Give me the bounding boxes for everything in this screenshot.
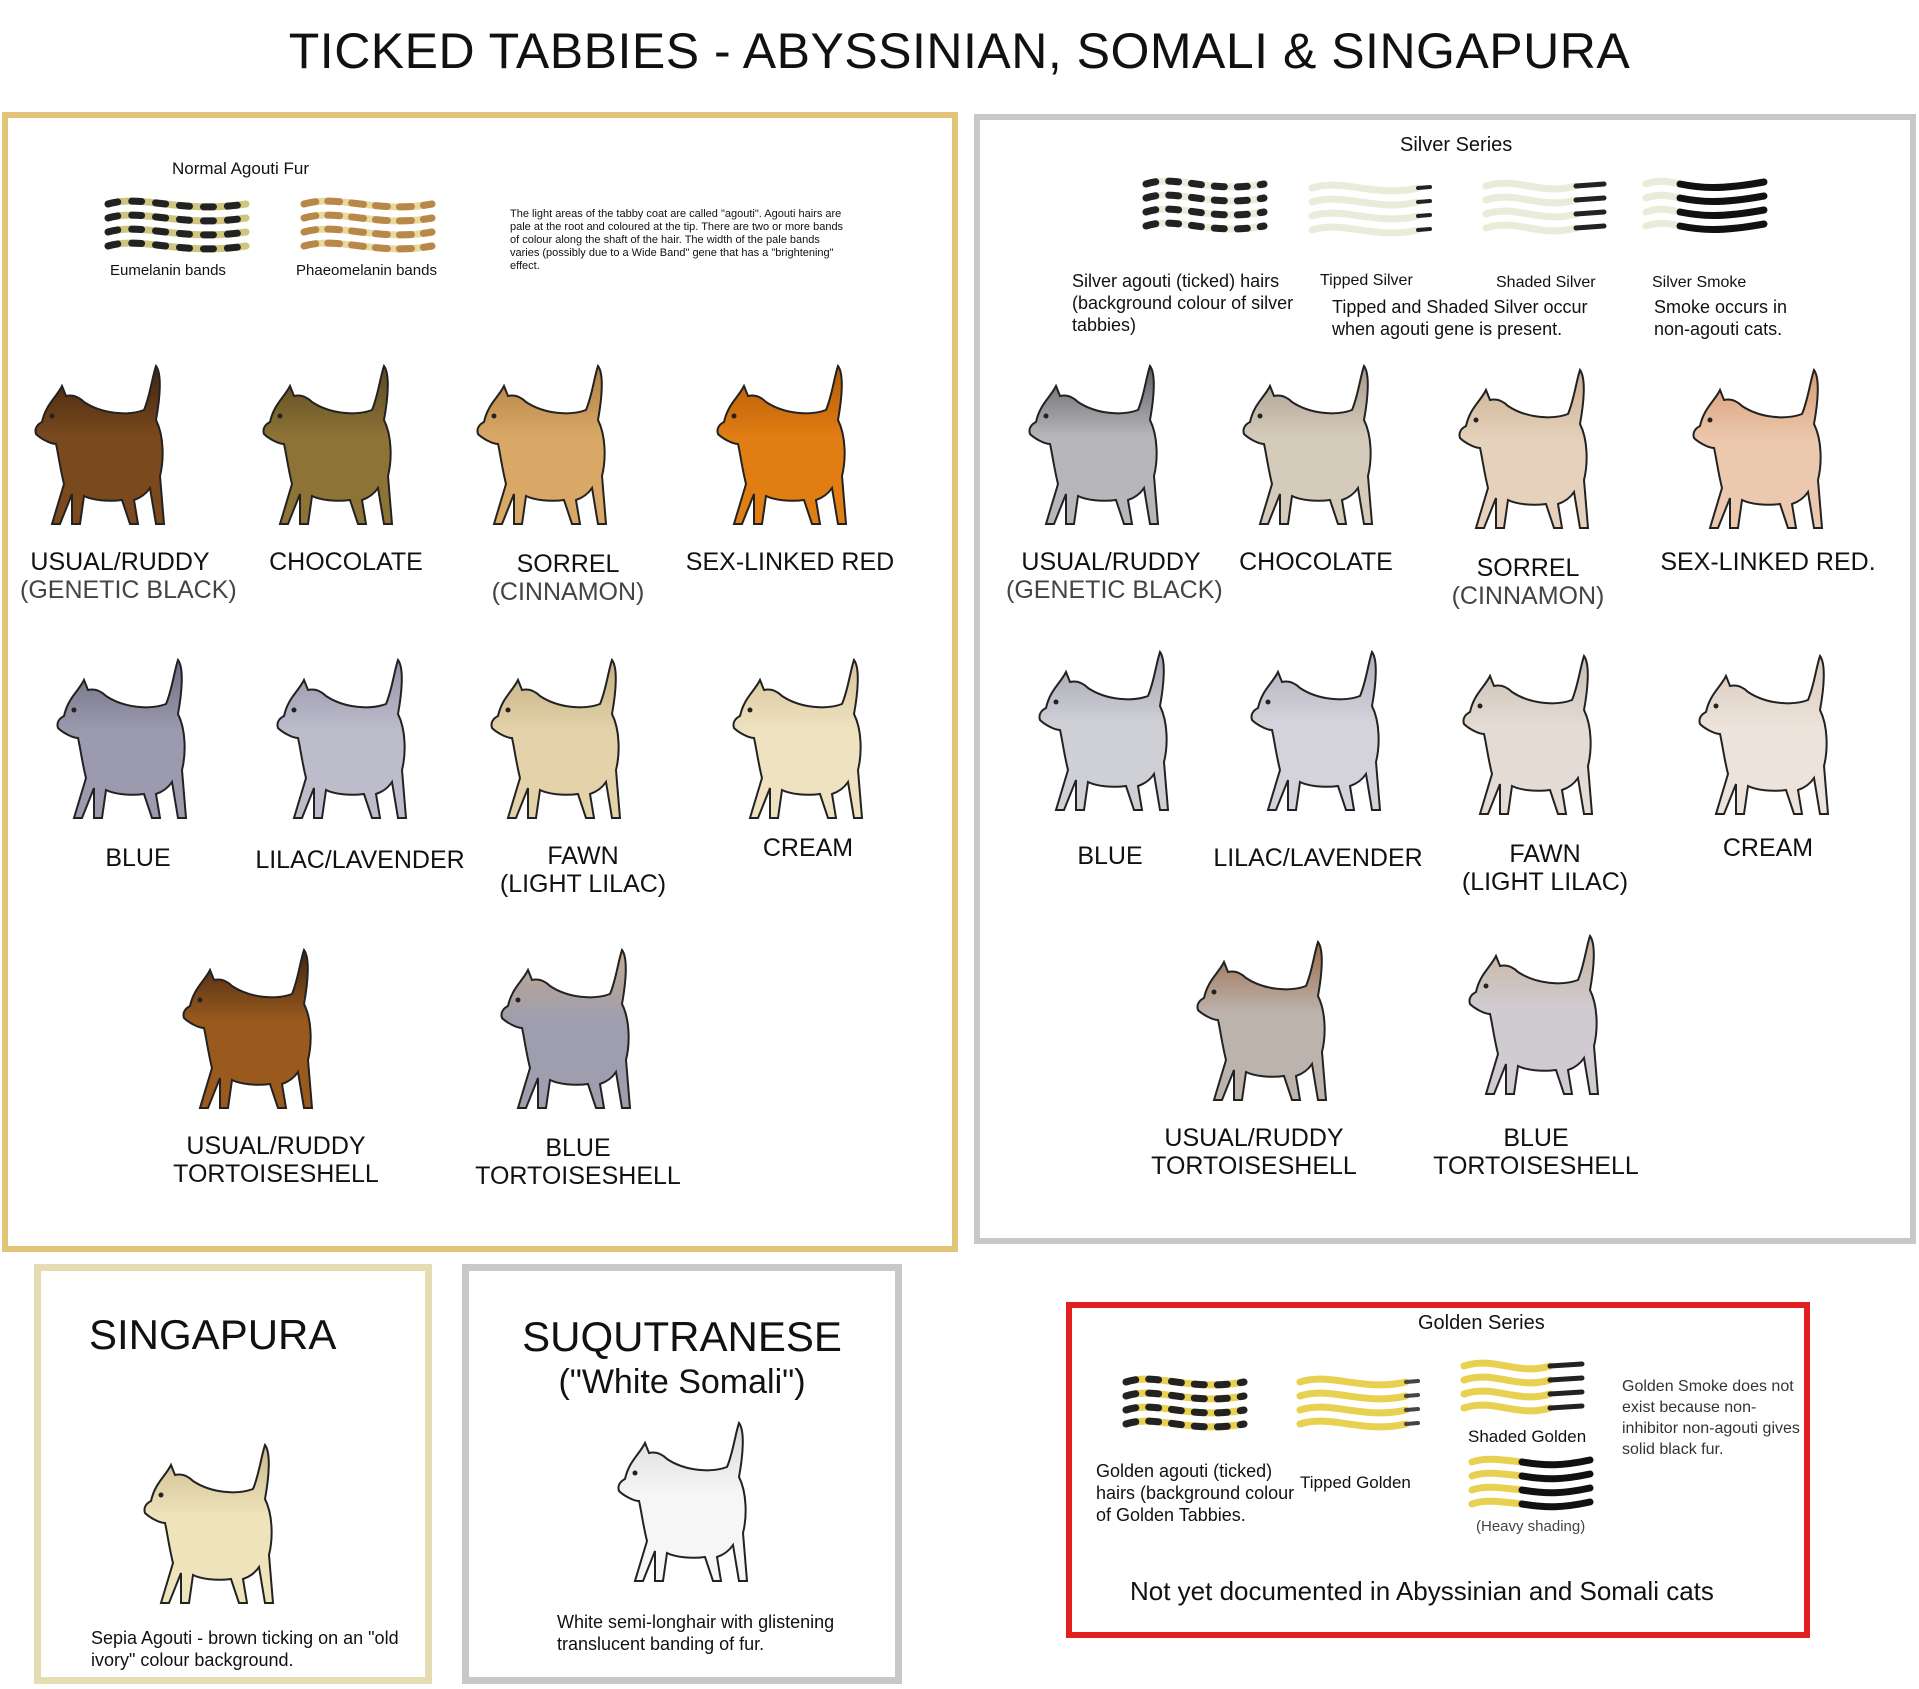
cat-sex-linked-red (704, 364, 869, 534)
golden-footer: Not yet documented in Abyssinian and Somali cats (1130, 1576, 1714, 1606)
singapura-title: SINGAPURA (89, 1311, 337, 1358)
silver-label-blue: BLUE (1077, 842, 1143, 870)
cat-lilac-lavender (264, 658, 429, 828)
label-usual-ruddy: USUAL/RUDDY (GENETIC BLACK) (20, 548, 237, 604)
golden-series-header: Golden Series (1418, 1312, 1545, 1334)
silver-label-usual-ruddy: USUAL/RUDDY (GENETIC BLACK) (1006, 548, 1223, 604)
suqutranese-caption: White semi-longhair with glistening translucent banding of fur. (557, 1612, 835, 1654)
cat-blue (44, 658, 209, 828)
silver-cat-cream (1686, 654, 1851, 824)
golden-series-panel (1066, 1302, 1810, 1638)
tipped-golden-label: Tipped Golden (1300, 1473, 1411, 1492)
label-lilac-lavender: LILAC/LAVENDER (255, 846, 465, 874)
agouti-note: The light areas of the tabby coat are called "agouti". Agouti hairs are pale at the root and coloured at the tip. There are two or more bands of colour along the shaft of the hair. The width of the pale bands varies (possibly due to a Wide Band" gene that has a "brightening" effect. (510, 208, 844, 272)
silver-cat-usual-ruddy-tortoiseshell (1184, 940, 1349, 1110)
cat-cream (720, 658, 885, 828)
silver-label-chocolate: CHOCOLATE (1239, 548, 1393, 576)
silver-label-sorrel: SORREL (CINNAMON) (1451, 554, 1605, 610)
tipped-shaded-note: Tipped and Shaded Silver occur when agouti gene is present. (1332, 297, 1588, 339)
smoke-note: Smoke occurs in non-agouti cats. (1654, 297, 1788, 339)
silver-cat-usual-ruddy (1016, 364, 1181, 534)
golden-smoke-note: Golden Smoke does not exist because non-inhibitor non-agouti gives solid black fur. (1622, 1378, 1800, 1458)
tipped-golden-hair-icon (1294, 1368, 1424, 1438)
shaded-silver-hair-icon (1480, 172, 1610, 242)
heavy-shaded-golden-hair-icon (1466, 1448, 1596, 1518)
eumelanin-label: Eumelanin bands (110, 262, 226, 279)
cat-sorrel (464, 364, 629, 534)
phaeomelanin-hair-icon (298, 190, 438, 260)
label-cream: CREAM (762, 834, 854, 862)
silver-label-cream: CREAM (1722, 834, 1814, 862)
label-usual-ruddy-tortoiseshell: USUAL/RUDDY TORTOISESHELL (173, 1132, 379, 1188)
silver-label-fawn: FAWN (LIGHT LILAC) (1461, 840, 1629, 896)
phaeomelanin-label: Phaeomelanin bands (296, 262, 437, 279)
shaded-golden-hair-icon (1458, 1352, 1588, 1422)
silver-cat-blue-tortoiseshell (1456, 934, 1621, 1104)
silver-cat-chocolate (1230, 364, 1395, 534)
suqutranese-panel (462, 1264, 902, 1684)
normal-agouti-panel (2, 112, 958, 1252)
suqutranese-subtitle: ("White Somali") (558, 1363, 806, 1401)
cat-blue-tortoiseshell (488, 948, 653, 1118)
golden-agouti-hair-icon (1120, 1368, 1250, 1438)
silver-cat-sorrel (1446, 368, 1611, 538)
cat-usual-ruddy-tortoiseshell (170, 948, 335, 1118)
heavy-shading-label: (Heavy shading) (1476, 1518, 1586, 1535)
tipped-silver-label: Tipped Silver (1320, 272, 1413, 289)
silver-agouti-label: Silver agouti (ticked) hairs (background colour of silver tabbies) (1072, 271, 1294, 335)
silver-smoke-hair-icon (1640, 170, 1770, 240)
silver-label-blue-tortoiseshell: BLUE TORTOISESHELL (1433, 1124, 1639, 1180)
page-title: TICKED TABBIES - ABYSSINIAN, SOMALI & SINGAPURA (288, 23, 1631, 79)
label-chocolate: CHOCOLATE (269, 548, 423, 576)
silver-series-panel (974, 114, 1916, 1244)
silver-cat-blue (1026, 650, 1191, 820)
cat-usual-ruddy (22, 364, 187, 534)
cat-suqutranese (605, 1421, 770, 1591)
silver-cat-lilac-lavender (1238, 650, 1403, 820)
label-sorrel: SORREL (CINNAMON) (491, 550, 645, 606)
eumelanin-hair-icon (102, 190, 252, 260)
label-sex-linked-red: SEX-LINKED RED (685, 548, 895, 576)
label-fawn: FAWN (LIGHT LILAC) (499, 842, 667, 898)
label-blue-tortoiseshell: BLUE TORTOISESHELL (475, 1134, 681, 1190)
cat-chocolate (250, 364, 415, 534)
shaded-golden-label: Shaded Golden (1468, 1427, 1587, 1446)
silver-agouti-hair-icon (1140, 170, 1270, 240)
silver-cat-fawn (1450, 654, 1615, 824)
silver-series-header: Silver Series (1400, 134, 1513, 156)
golden-agouti-label: Golden agouti (ticked) hairs (background colour of Golden Tabbies. (1096, 1461, 1295, 1525)
cat-singapura (131, 1443, 296, 1613)
silver-cat-sex-linked-red (1680, 368, 1845, 538)
silver-smoke-label: Silver Smoke (1652, 274, 1747, 291)
cat-fawn (478, 658, 643, 828)
silver-label-usual-ruddy-tortoiseshell: USUAL/RUDDY TORTOISESHELL (1151, 1124, 1357, 1180)
suqutranese-title: SUQUTRANESE (522, 1313, 842, 1360)
singapura-caption: Sepia Agouti - brown ticking on an "old ivory" colour background. (91, 1628, 399, 1670)
silver-label-lilac-lavender: LILAC/LAVENDER (1213, 844, 1423, 872)
singapura-panel (34, 1264, 432, 1684)
shaded-silver-label: Shaded Silver (1496, 274, 1596, 291)
label-blue: BLUE (105, 844, 171, 872)
fur-header: Normal Agouti Fur (172, 159, 309, 178)
tipped-silver-hair-icon (1306, 174, 1436, 244)
silver-label-sex-linked-red: SEX-LINKED RED. (1660, 548, 1876, 576)
